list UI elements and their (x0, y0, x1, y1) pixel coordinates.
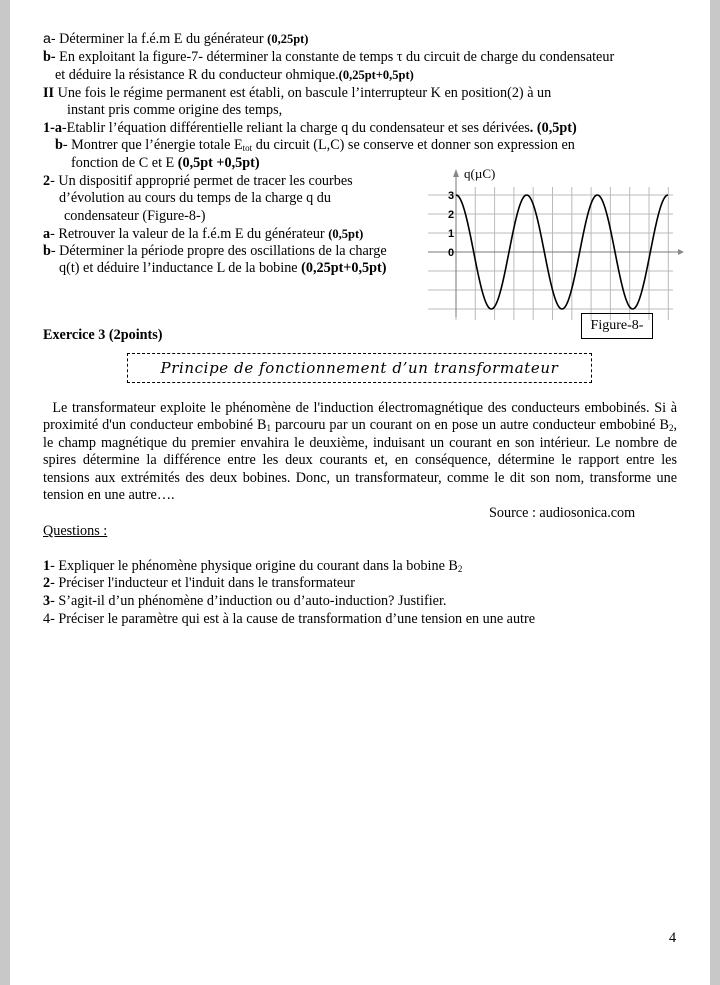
text-2b-2: q(t) et déduire l’inductance L de la bobine (59, 260, 302, 276)
figure-caption: Figure-8- (581, 313, 653, 339)
question-b-line2 (55, 67, 414, 84)
part-ii-line1 (43, 85, 551, 102)
question-1a-line (43, 120, 577, 137)
question-2b-line1 (43, 243, 387, 260)
ex3-question-1 (43, 558, 462, 575)
text-2b-1: - Déterminer la période propre des oscillations de la charge (50, 243, 387, 259)
label-2: 2 (43, 173, 51, 189)
subscript-1: 1 (266, 423, 271, 434)
points-2b: (0,25pt+0,5pt) (301, 260, 387, 276)
text-1b-pre: - Montrer que l’énergie totale E (62, 137, 243, 153)
question-2b-line2 (59, 260, 386, 277)
label-ii: II (43, 85, 55, 101)
question-1b-line1 (55, 137, 575, 154)
subscript-2: 2 (668, 423, 674, 434)
exercise-3-title: Principe de fonctionnement d’un transformateur (127, 353, 592, 383)
page-number: 4 (669, 930, 677, 946)
paragraph-part2: parcouru par un courant on en pose un autre conducteur embobiné B (270, 417, 669, 434)
ex3-label-1: 1 (43, 558, 51, 574)
y-axis-label: q(µC) (464, 166, 496, 181)
text-a: Déterminer la f.é.m E du générateur (55, 31, 268, 47)
ex3-label-2: 2 (43, 575, 51, 591)
chart-grid (428, 187, 673, 320)
text-b2: et déduire la résistance R du conducteur ohmique. (55, 67, 339, 83)
y-tick-label: 2 (448, 209, 455, 221)
ex3-question-2 (43, 575, 355, 592)
ex3-text-2: - Préciser l'inducteur et l'induit dans le transformateur (50, 575, 356, 591)
ex3-label-3: 3 (43, 593, 51, 609)
y-tick-label: 0 (448, 247, 455, 259)
label-a: a- (43, 31, 56, 47)
points-2a: (0,5pt) (328, 227, 364, 241)
points-a: (0,25pt) (267, 32, 309, 46)
subscript-tot: tot (242, 143, 253, 153)
exercise-3-heading: Exercice 3 (2points) (43, 327, 163, 343)
question-2-line1 (43, 173, 353, 190)
ex3-question-3 (43, 593, 446, 610)
part-ii-line2 (67, 102, 282, 119)
paragraph-part3: , le champ magnétique du premier envahira le deuxième, induisant un courant en son intérieur. Le nombre de spires détermine la différence entre les deux courants et, en conséquence, détermine le rapport entre les tensions aux extrémités des deux bobines. Donc, un transformateur, comme le dit son nom, transforme une tension en une autre…. (43, 417, 677, 504)
ex3-text-3: - S’agit-il d’un phénomène d’induction ou d’auto-induction? Justifier. (50, 593, 447, 609)
question-2-line3 (64, 208, 205, 225)
time-axis-arrow (678, 249, 684, 255)
label-1a: 1-a (43, 120, 62, 136)
text-1a: -Etablir l’équation différentielle reliant la charge q du condensateur et ses dérivées (61, 120, 530, 136)
points-1b: (0,5pt +0,5pt) (177, 155, 260, 171)
y-tick-label: 3 (448, 190, 455, 202)
text-b1: En exploitant la figure-7- déterminer la constante de temps τ du circuit de charge du condensateur (55, 49, 615, 65)
points-1a: . (0,5pt) (529, 120, 577, 136)
label-b: b- (43, 49, 56, 65)
text-2a: - Retrouver la valeur de la f.é.m E du générateur (50, 226, 329, 242)
text-2-2: d’évolution au cours du temps de la charge q du (59, 190, 331, 206)
question-1b-line2 (71, 155, 260, 172)
text-2-1: - Un dispositif approprié permet de tracer les courbes (50, 173, 353, 189)
label-1b: b (55, 137, 63, 153)
question-a-line (43, 31, 308, 48)
label-2b: b (43, 243, 51, 259)
text-2-3: condensateur (Figure-8-) (64, 208, 206, 224)
paragraph-part1: Le transformateur exploite le phénomène de l'induction électromagnétique des conducteurs embobinés. Si à proximité d'un conducteur embobiné B (43, 400, 678, 434)
text-1b-post: du circuit (L,C) se conserve et donner son expression en (252, 137, 575, 153)
text-ii-2: instant pris comme origine des temps, (67, 102, 283, 118)
ex3-question-4: 4- Préciser le paramètre qui est à la cause de transformation d’une tension en une autre (43, 611, 536, 627)
ex3-text-1: - Expliquer le phénomène physique origine du courant dans la bobine B (50, 558, 458, 574)
exercise-3-paragraph (43, 400, 677, 504)
page (10, 0, 710, 985)
label-2a: a (43, 226, 51, 242)
question-2-line2 (59, 190, 331, 207)
questions-label: Questions : (43, 523, 108, 539)
question-2a-line (43, 226, 363, 243)
ex3-subscript-2: 2 (457, 564, 463, 574)
text-1b-2: fonction de C et E (71, 155, 178, 171)
source-line: Source : audiosonica.com (489, 505, 636, 521)
text-ii-1: Une fois le régime permanent est établi, on bascule l’interrupteur K en position(2) à un (54, 85, 552, 101)
y-tick-label: 1 (448, 228, 455, 240)
y-tick-labels (448, 190, 454, 259)
question-b-line1 (43, 49, 614, 66)
points-b: (0,25pt+0,5pt) (338, 68, 414, 82)
charge-axis-arrow (453, 169, 459, 177)
figure-8-chart (428, 165, 686, 325)
